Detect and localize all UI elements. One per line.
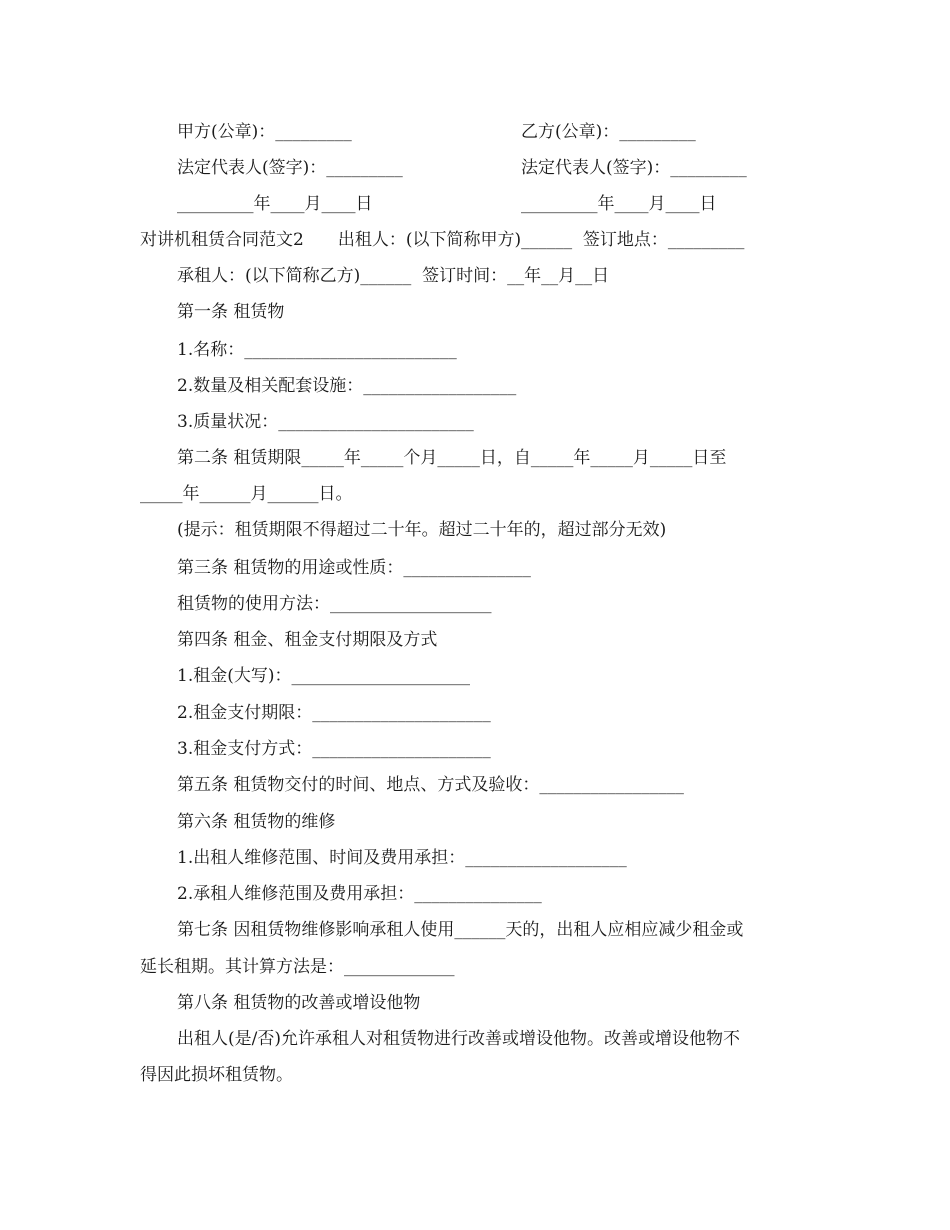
article-4-item-2: 2.租金支付期限：_____________________ bbox=[177, 703, 491, 723]
article-1-item-3: 3.质量状况：_______________________ bbox=[177, 412, 474, 432]
article-6-item-1: 1.出租人维修范围、时间及费用承担：___________________ bbox=[177, 848, 627, 868]
party-b-seal: 乙方(公章)：_________ bbox=[521, 122, 696, 142]
party-b-representative: 法定代表人(签字)：_________ bbox=[521, 158, 747, 178]
article-8-line-2: 得因此损坏租赁物。 bbox=[140, 1065, 293, 1085]
article-4-item-3: 3.租金支付方式：_____________________ bbox=[177, 739, 491, 759]
article-3-usage: 租赁物的使用方法：___________________ bbox=[177, 594, 492, 614]
article-7-line-2: 延长租期。其计算方法是：_____________ bbox=[140, 957, 455, 977]
party-a-seal: 甲方(公章)：_________ bbox=[177, 122, 352, 142]
lessee-line: 承租人：(以下简称乙方)______ 签订时间：__年__月__日 bbox=[177, 266, 610, 286]
article-4-item-1: 1.租金(大写)：_____________________ bbox=[177, 666, 470, 686]
article-5-title: 第五条 租赁物交付的时间、地点、方式及验收：_________________ bbox=[177, 775, 684, 795]
article-1-item-1: 1.名称：_________________________ bbox=[177, 340, 457, 360]
article-6-title: 第六条 租赁物的维修 bbox=[177, 812, 336, 832]
article-1-item-2: 2.数量及相关配套设施：__________________ bbox=[177, 376, 517, 396]
article-1-title: 第一条 租赁物 bbox=[177, 302, 285, 322]
party-a-date: _________年____月____日 bbox=[177, 194, 373, 214]
article-3-title: 第三条 租赁物的用途或性质：_______________ bbox=[177, 558, 531, 578]
article-7-line-1: 第七条 因租赁物维修影响承租人使用______天的，出租人应相应减少租金或 bbox=[177, 920, 744, 940]
article-2-line-1: 第二条 租赁期限_____年_____个月_____日，自_____年_____月_____日至 bbox=[177, 448, 727, 468]
article-6-item-2: 2.承租人维修范围及费用承担：_______________ bbox=[177, 884, 542, 904]
party-b-date: _________年____月____日 bbox=[521, 194, 717, 214]
contract-title-line: 对讲机租赁合同范文2 出租人：(以下简称甲方)______ 签订地点：_________ bbox=[140, 230, 745, 250]
article-2-hint: (提示：租赁期限不得超过二十年。超过二十年的，超过部分无效) bbox=[177, 520, 667, 540]
party-a-representative: 法定代表人(签字)：_________ bbox=[177, 158, 403, 178]
article-2-line-2: _____年______月______日。 bbox=[140, 484, 353, 504]
article-4-title: 第四条 租金、租金支付期限及方式 bbox=[177, 630, 438, 650]
article-8-title: 第八条 租赁物的改善或增设他物 bbox=[177, 993, 421, 1013]
article-8-line-1: 出租人(是/否)允许承租人对租赁物进行改善或增设他物。改善或增设他物不 bbox=[177, 1029, 740, 1049]
